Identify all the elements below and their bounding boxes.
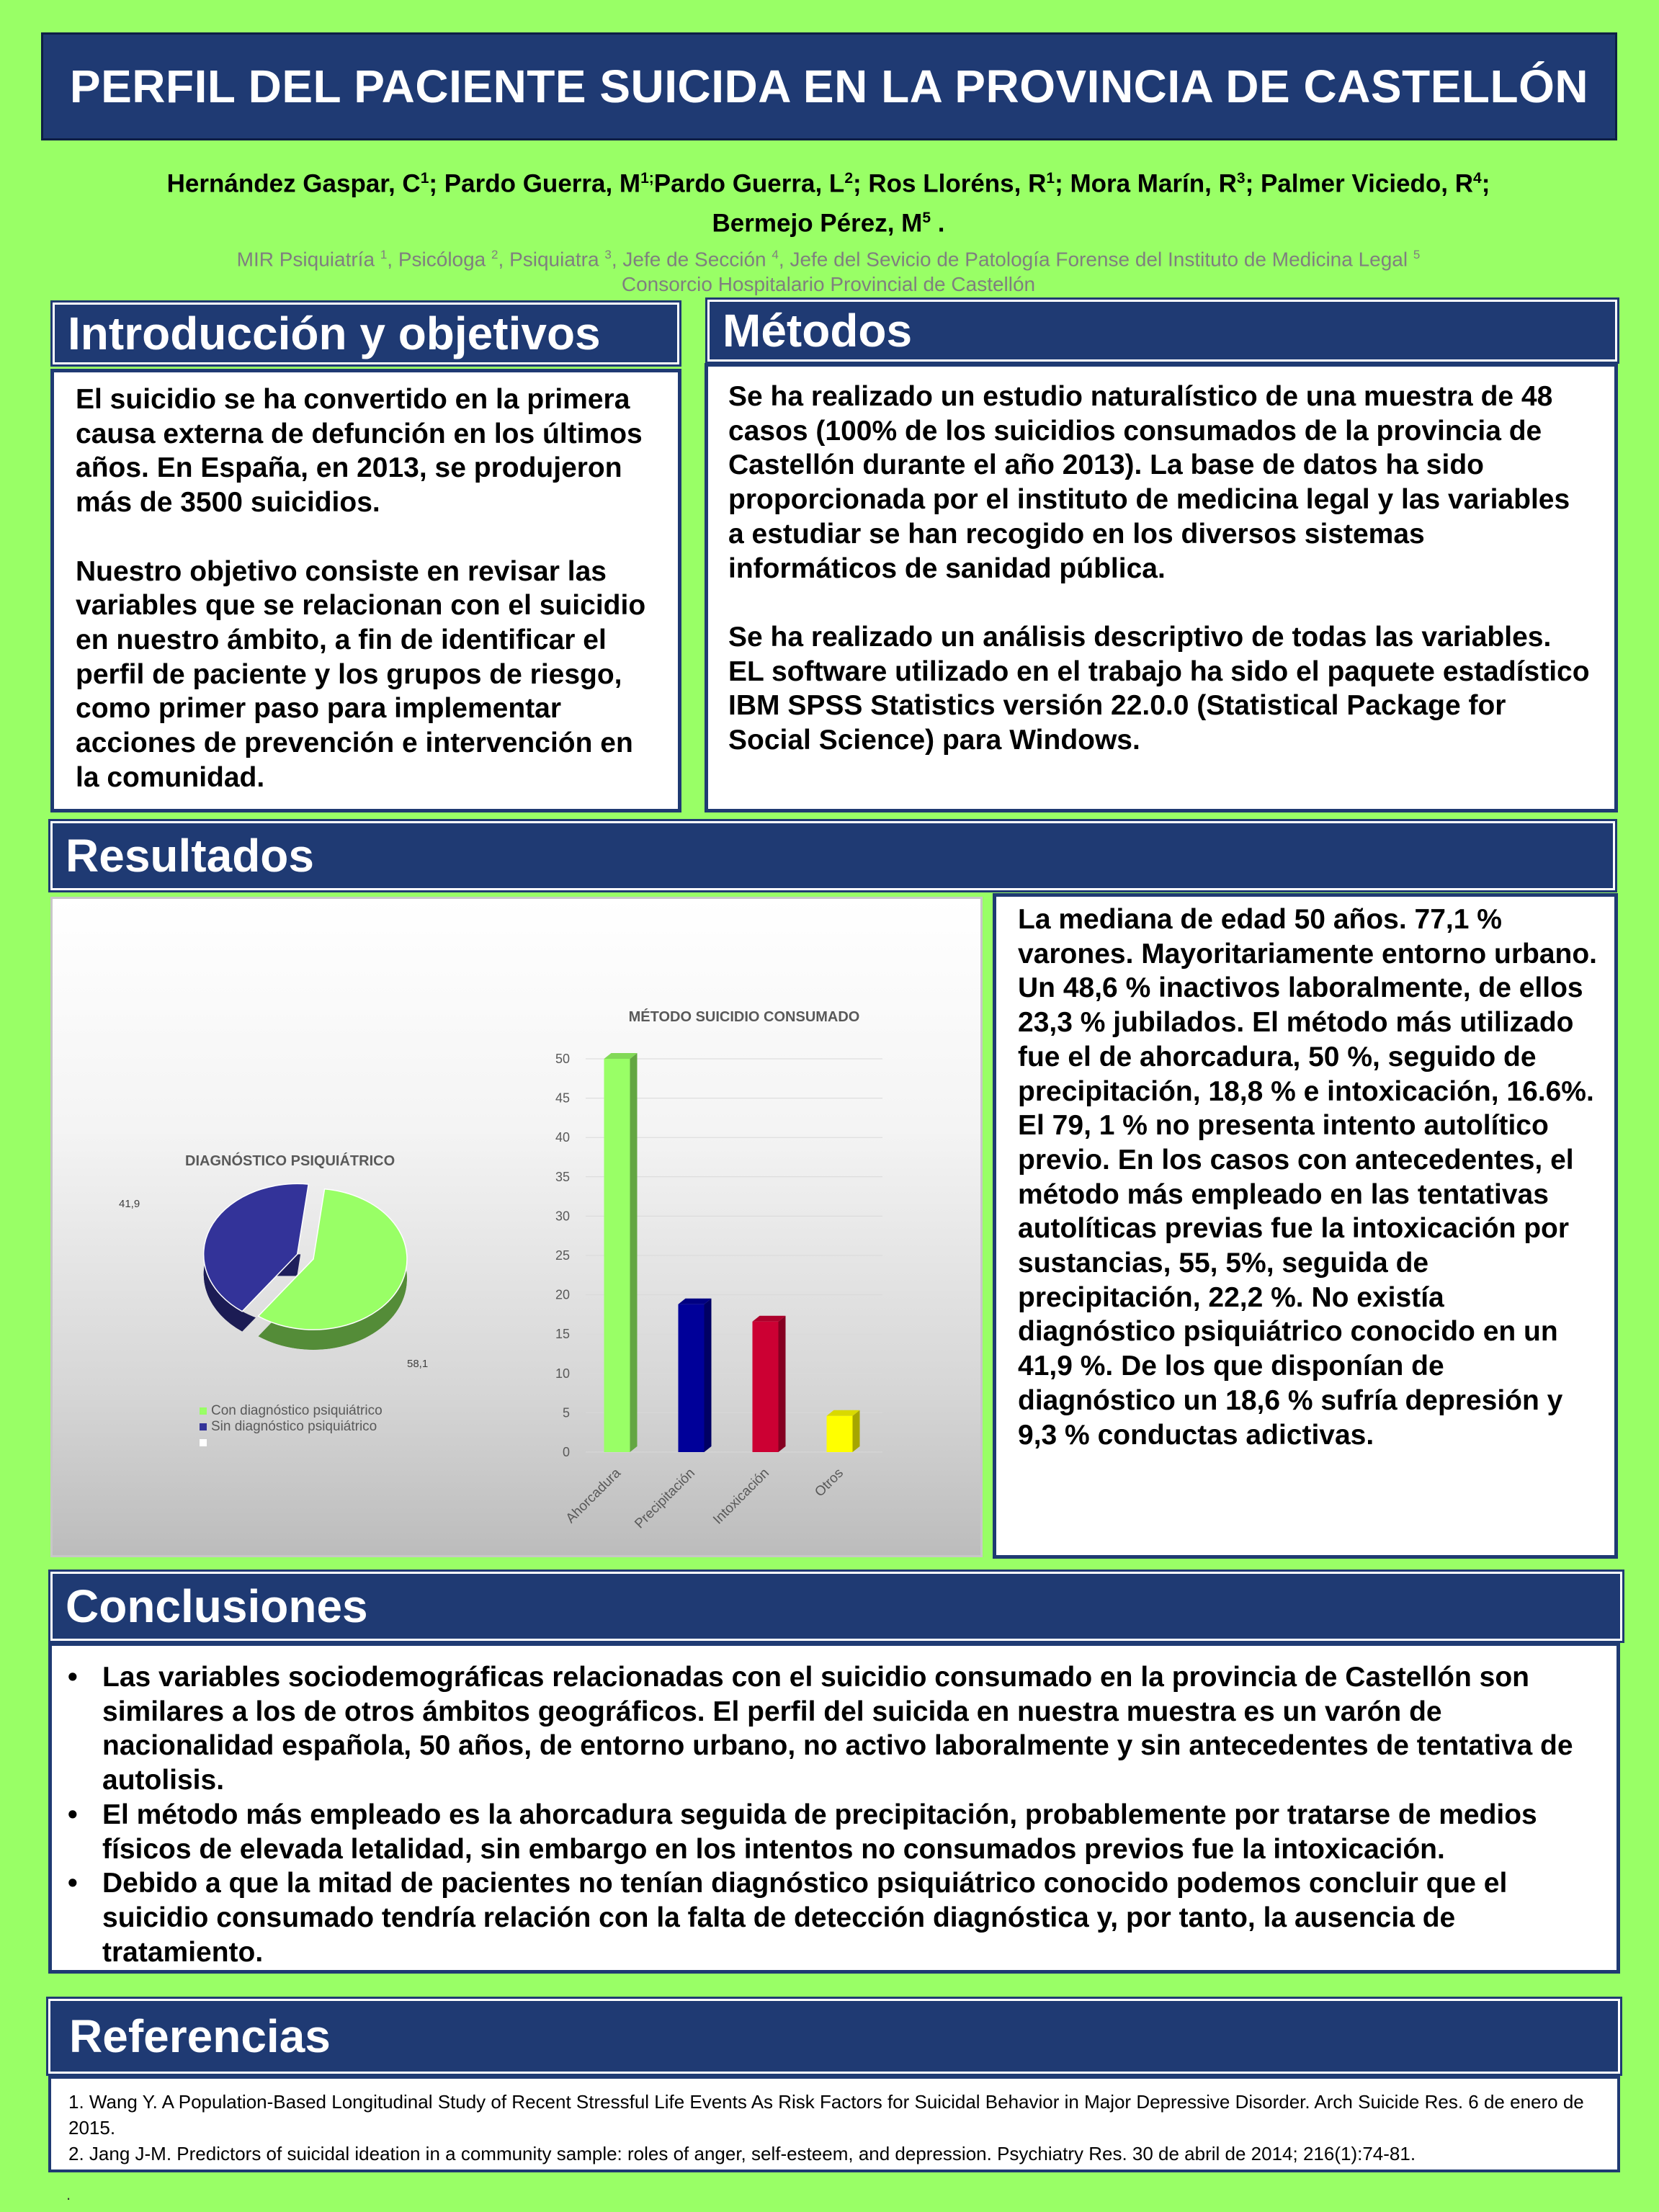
bar-y-tick-label: 30 <box>555 1209 570 1224</box>
intro-paragraph-1: El suicidio se ha convertido en la primera causa externa de defunción en los últimos años. En España, en 2013, se produjeron más de 3500 suicidios. <box>76 384 643 519</box>
bar-y-tick-label: 15 <box>555 1327 570 1342</box>
affiliation-sep: , <box>611 248 623 271</box>
bar-y-tick-label: 40 <box>555 1130 570 1145</box>
affiliations <box>43 242 1614 297</box>
methods-paragraph-1: Se ha realizado un estudio naturalístico de una muestra de 48 casos (100% de los suicidios consumados de la provincia de Castellón durante el año 2013). La base de datos ha sido proporcionada por el instituto de medicina legal y las variables a estudiar se han recogido en los diversos sistemas informáticos de sanidad pública. <box>728 381 1570 584</box>
bar-y-tick-label: 25 <box>555 1248 570 1263</box>
conclusion-text: Debido a que la mitad de pacientes no tenían diagnóstico psiquiátrico conocido podemos concluir que el suicidio consumado tendría relación con la falta de detección diagnóstica y, por tanto, la ausencia de tratamiento. <box>102 1868 1508 1968</box>
bullet-icon: • <box>68 1662 78 1693</box>
pie-legend-swatch <box>200 1407 207 1415</box>
author-sep: ; <box>853 169 869 198</box>
intro-paragraph-2: Nuestro objetivo consiste en revisar las variables que se relacionan con el suicidio en nuestro ámbito, a fin de identificar el perfil de paciente y los grupos de riesgo, como primer paso para implementar acciones de prevención e intervención en la comunidad. <box>76 555 646 793</box>
methods-heading: Métodos <box>707 300 1617 362</box>
bar-y-tick-label: 10 <box>555 1366 570 1381</box>
author-name: Bermejo Pérez, M <box>712 209 923 238</box>
bar-side <box>630 1053 638 1452</box>
bar-x-tick-label: Otros <box>812 1465 847 1500</box>
methods-paragraph-2: Se ha realizado un análisis descriptivo de todas las variables. EL software utilizado en el trabajo ha sido el paquete estadístico IBM SPSS Statistics versión 22.0.0 (Statistical Package for Social Science) para Windows. <box>728 621 1590 756</box>
affiliation-text: Jefe de Sección <box>622 248 766 271</box>
affiliation-sup: 3 <box>604 248 612 261</box>
bar-y-tick-label: 35 <box>555 1169 570 1184</box>
bar-x-tick-label: Ahorcadura <box>563 1465 625 1526</box>
author-sep: ; <box>429 169 444 198</box>
references-heading: Referencias <box>48 1999 1620 2074</box>
author-affil-sup: 1 <box>1046 170 1055 187</box>
affiliation-sup: 1 <box>380 248 388 261</box>
affiliation-text: MIR Psiquiatría <box>236 248 375 271</box>
bar-y-tick-label: 50 <box>555 1052 570 1066</box>
conclusion-item <box>52 1798 1599 1866</box>
pie-data-label: 41,9 <box>119 1198 140 1210</box>
affiliation-sup: 4 <box>772 248 779 261</box>
results-chart-panel <box>50 897 983 1557</box>
pie-legend-label: Sin diagnóstico psiquiátrico <box>211 1419 377 1434</box>
affiliation-sup: 5 <box>1413 248 1421 261</box>
author-name: Mora Marín, R <box>1070 169 1237 198</box>
author-sep: ; <box>1055 169 1070 198</box>
authors-line-1 <box>43 161 1614 201</box>
affiliation-sup: 2 <box>491 248 498 261</box>
affiliations-line-1 <box>43 242 1614 272</box>
conclusions-heading: Conclusiones <box>50 1572 1622 1641</box>
pie-legend-label: Con diagnóstico psiquiátrico <box>211 1403 383 1418</box>
author-affil-sup: 3 <box>1236 170 1246 187</box>
pie-data-label: 58,1 <box>407 1358 429 1370</box>
affiliation-sep: , <box>498 248 510 271</box>
conclusions-list <box>52 1660 1599 1969</box>
author-affil-sup: 1 <box>420 170 429 187</box>
bar-y-tick-label: 45 <box>555 1091 570 1106</box>
author-name: Pardo Guerra, L <box>653 169 845 198</box>
conclusion-item <box>52 1660 1599 1798</box>
affiliations-line-2: Consorcio Hospitalario Provincial de Castellón <box>621 273 1036 296</box>
bar-x-tick-label: Intoxicación <box>710 1465 773 1528</box>
affiliation-sep: , <box>778 248 790 271</box>
results-box <box>993 893 1618 1559</box>
affiliation-text: Psiquiatra <box>509 248 599 271</box>
author-affil-sup: 1; <box>640 170 654 187</box>
reference-1: 1. Wang Y. A Population-Based Longitudinal Study of Recent Stressful Life Events As Risk Factors for Suicidal Behavior in Major Depressive Disorder. Arch Suicide Res. 6 de enero de 2015. <box>68 2091 1584 2139</box>
author-name: Pardo Guerra, M <box>444 169 641 198</box>
bar-title: MÉTODO SUICIDIO CONSUMADO <box>628 1009 860 1025</box>
references-box <box>48 2076 1620 2172</box>
pie-legend-swatch-empty <box>200 1439 207 1446</box>
author-sep: . <box>931 209 945 238</box>
bar <box>604 1059 630 1452</box>
author-name: Palmer Viciedo, R <box>1260 169 1473 198</box>
bar-x-tick-label: Precipitación <box>632 1465 699 1532</box>
poster-title: PERFIL DEL PACIENTE SUICIDA EN LA PROVINCIA DE CASTELLÓN <box>41 32 1617 140</box>
conclusion-text: El método más empleado es la ahorcadura seguida de precipitación, probablemente por tratarse de medios físicos de elevada letalidad, sin embargo en los intentos no consumados previos fue la intoxicación. <box>102 1799 1537 1865</box>
intro-heading: Introducción y objetivos <box>53 303 679 364</box>
authors <box>43 161 1614 240</box>
bullet-icon: • <box>68 1868 78 1899</box>
author-affil-sup: 2 <box>844 170 853 187</box>
reference-2: 2. Jang J-M. Predictors of suicidal ideation in a community sample: roles of anger, self-esteem, and depression. Psychiatry Res. 30 de abril de 2014; 216(1):74-81. <box>68 2143 1416 2164</box>
results-heading: Resultados <box>50 821 1615 890</box>
affiliation-text: Psicóloga <box>398 248 486 271</box>
conclusion-text: Las variables sociodemográficas relacionadas con el suicidio consumado en la provincia de Castellón son similares a los de otros ámbitos geográficos. El perfil del suicida en nuestra muestra es un varón de nacionalidad española, 50 años, de entorno urbano, no activo laboralmente y sin antecedentes de tentativa de autolisis. <box>102 1662 1573 1796</box>
bar <box>679 1304 705 1452</box>
bar-y-tick-label: 0 <box>562 1445 570 1459</box>
methods-box <box>705 363 1618 812</box>
bar-side <box>853 1410 860 1452</box>
conclusion-item <box>52 1866 1599 1969</box>
author-affil-sup: 5 <box>922 209 931 226</box>
results-text: La mediana de edad 50 años. 77,1 % varones. Mayoritariamente entorno urbano. Un 48,6 % inactivos laboralmente, de ellos 23,3 % jubilados. El método más utilizado fue el de ahorcadura, 50 %, seguido de precipitación, 18,8 % e intoxicación, 16.6%. El 79, 1 % no presenta intento autolítico previo. En los casos con antecedentes, el método más empleado en las tentativas autolíticas previas fue la intoxicación por sustancias, 55, 5%, seguida de precipitación, 22,2 %. No existía diagnóstico psiquiátrico conocido en un 41,9 %. De los que disponían de diagnóstico un 18,6 % sufría depresión y 9,3 % conductas adictivas. <box>1018 904 1598 1451</box>
bar <box>827 1416 853 1452</box>
affiliation-sep: , <box>387 248 398 271</box>
bar-side <box>705 1299 712 1452</box>
authors-line-2 <box>43 201 1614 241</box>
pie-legend-swatch <box>200 1423 207 1430</box>
bullet-icon: • <box>68 1799 78 1830</box>
author-name: Ros Lloréns, R <box>868 169 1047 198</box>
results-charts <box>53 899 985 1559</box>
pie-title: DIAGNÓSTICO PSIQUIÁTRICO <box>185 1153 395 1169</box>
bar-side <box>779 1316 786 1452</box>
author-sep: ; <box>1245 169 1261 198</box>
bar <box>753 1322 779 1452</box>
author-affil-sup: 4 <box>1473 170 1482 187</box>
author-name: Hernández Gaspar, C <box>166 169 421 198</box>
intro-box <box>50 369 681 812</box>
bar-y-tick-label: 5 <box>562 1405 570 1420</box>
bar-y-tick-label: 20 <box>555 1287 570 1302</box>
conclusions-box <box>48 1642 1620 1974</box>
author-sep: ; <box>1481 169 1490 198</box>
affiliation-text: Jefe del Sevicio de Patología Forense del Instituto de Medicina Legal <box>790 248 1408 271</box>
footer-mark: . <box>66 2185 71 2203</box>
